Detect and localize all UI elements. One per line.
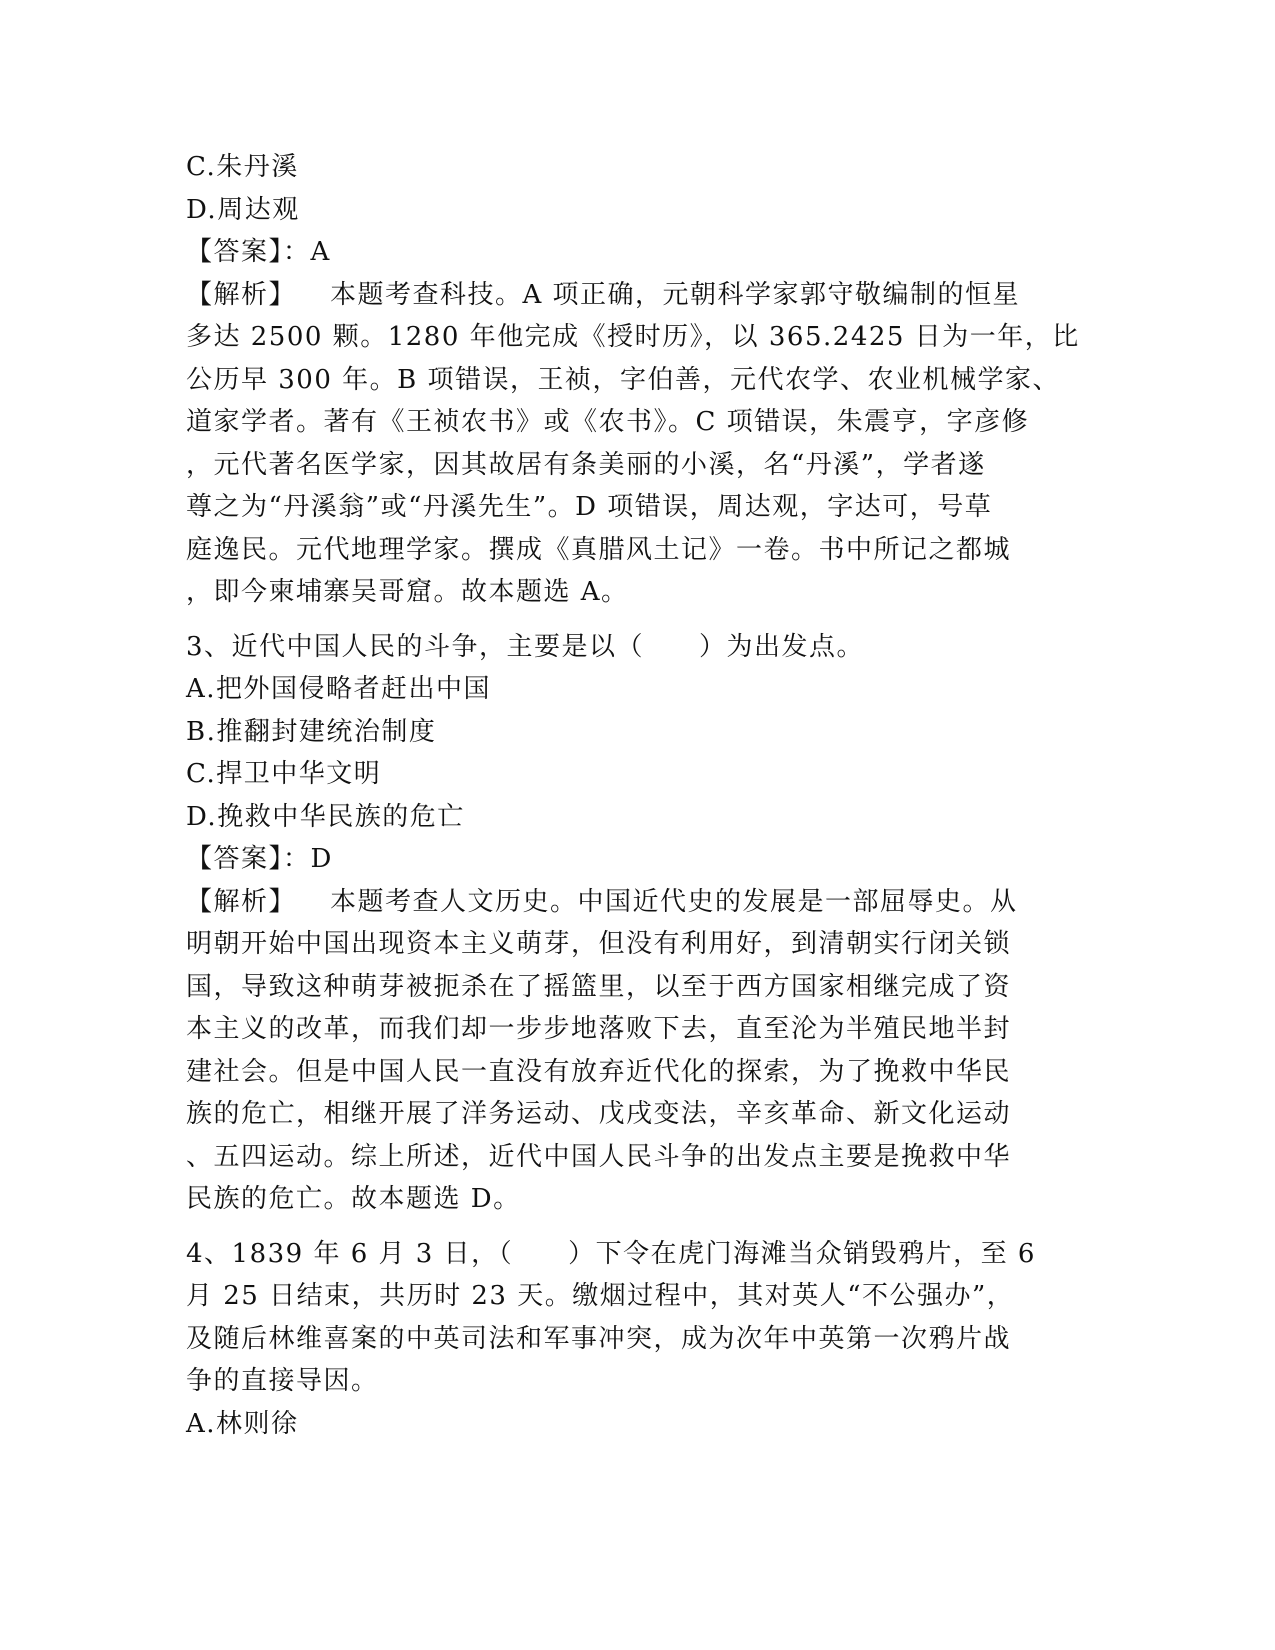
analysis-line: 明朝开始中国出现资本主义萌芽，但没有利用好，到清朝实行闭关锁 bbox=[186, 929, 1012, 959]
spacer bbox=[186, 1221, 1072, 1233]
q3-option-b bbox=[186, 711, 1072, 754]
analysis-line: 建社会。但是中国人民一直没有放弃近代化的探索，为了挽救中华民 bbox=[186, 1056, 1012, 1087]
document-content bbox=[186, 146, 1080, 1445]
q3-answer bbox=[186, 838, 1072, 881]
q3-option-c bbox=[186, 753, 1072, 796]
q3-stem: 3、近代中国人民的斗争，主要是以（ ）为出发点。 bbox=[186, 631, 865, 662]
option-text: 朱丹溪 bbox=[216, 152, 299, 182]
analysis-line: 本主义的改革，而我们却一步步地落败下去，直至沦为半殖民地半封 bbox=[186, 1014, 1012, 1044]
answer-label: 【答案】： bbox=[186, 237, 311, 267]
option-text: 林则徐 bbox=[216, 1408, 299, 1439]
q4-option-a bbox=[186, 1403, 1072, 1446]
analysis-text: 本题考查科技。A 项正确，元朝科学家郭守敬编制的恒星 bbox=[330, 279, 1021, 310]
analysis-line: ，元代著名医学家，因其故居有条美丽的小溪，名“丹溪”，学者遂 bbox=[186, 449, 986, 480]
analysis-line: 多达 2500 颗。1280 年他完成《授时历》，以 365.2425 日为一年，比 bbox=[186, 322, 1080, 352]
stem-line: 月 25 日结束，共历时 23 天。缴烟过程中，其对英人“不公强办”， bbox=[186, 1281, 1015, 1311]
answer-value: D bbox=[310, 844, 333, 874]
option-text: 推翻封建统治制度 bbox=[216, 716, 437, 747]
analysis-text: 本题考查人文历史。中国近代史的发展是一部屈辱史。从 bbox=[330, 886, 1018, 917]
option-letter: A. bbox=[186, 1408, 217, 1439]
stem-line: 4、1839 年 6 月 3 日，（ ）下令在虎门海滩当众销毁鸦片，至 6 bbox=[186, 1238, 1036, 1269]
stem-line: 争的直接导因。 bbox=[186, 1366, 379, 1396]
option-text: 捍卫中华文明 bbox=[216, 759, 382, 789]
answer-value: A bbox=[310, 237, 331, 267]
analysis-line: 道家学者。著有《王祯农书》或《农书》。C 项错误，朱震亨，字彦修 bbox=[186, 407, 1030, 437]
analysis-line: 、五四运动。综上所述，近代中国人民斗争的出发点主要是挽救中华 bbox=[186, 1141, 1012, 1172]
q3-analysis bbox=[186, 881, 1072, 1221]
option-letter: C. bbox=[186, 759, 217, 789]
q4-stem bbox=[186, 1233, 1072, 1403]
q2-answer bbox=[186, 231, 1072, 274]
option-letter: D. bbox=[186, 194, 218, 225]
analysis-line: 公历早 300 年。B 项错误，王祯，字伯善，元代农学、农业机械学家、 bbox=[186, 364, 1061, 395]
analysis-line: 尊之为“丹溪翁”或“丹溪先生”。D 项错误，周达观，字达可，号草 bbox=[186, 492, 993, 522]
analysis-line: 民族的危亡。故本题选 D。 bbox=[186, 1184, 521, 1214]
option-letter: D. bbox=[186, 801, 218, 832]
option-letter: C. bbox=[186, 152, 217, 182]
q2-analysis bbox=[186, 274, 1080, 614]
option-letter: A. bbox=[186, 674, 217, 704]
analysis-line: 国，导致这种萌芽被扼杀在了摇篮里，以至于西方国家相继完成了资 bbox=[186, 971, 1012, 1002]
q2-option-d bbox=[186, 189, 1072, 232]
option-letter: B. bbox=[186, 716, 217, 747]
analysis-line: ，即今柬埔寨吴哥窟。故本题选 A。 bbox=[186, 577, 629, 607]
analysis-line bbox=[186, 274, 1072, 317]
option-text: 周达观 bbox=[217, 194, 300, 225]
analysis-label: 【解析】 bbox=[186, 279, 297, 310]
q3-option-d bbox=[186, 796, 1072, 839]
analysis-label: 【解析】 bbox=[186, 886, 297, 917]
analysis-line: 庭逸民。元代地理学家。撰成《真腊风土记》一卷。书中所记之都城 bbox=[186, 534, 1012, 565]
q3-option-a bbox=[186, 668, 1072, 711]
analysis-line: 族的危亡，相继开展了洋务运动、戊戌变法，辛亥革命、新文化运动 bbox=[186, 1099, 1012, 1129]
analysis-line bbox=[186, 881, 1072, 924]
answer-label: 【答案】： bbox=[186, 844, 311, 874]
spacer bbox=[186, 614, 1072, 626]
option-text: 挽救中华民族的危亡 bbox=[217, 801, 465, 832]
stem-line: 及随后林维喜案的中英司法和军事冲突，成为次年中英第一次鸦片战 bbox=[186, 1323, 1012, 1354]
q2-option-c bbox=[186, 146, 1072, 189]
option-text: 把外国侵略者赶出中国 bbox=[216, 674, 492, 704]
